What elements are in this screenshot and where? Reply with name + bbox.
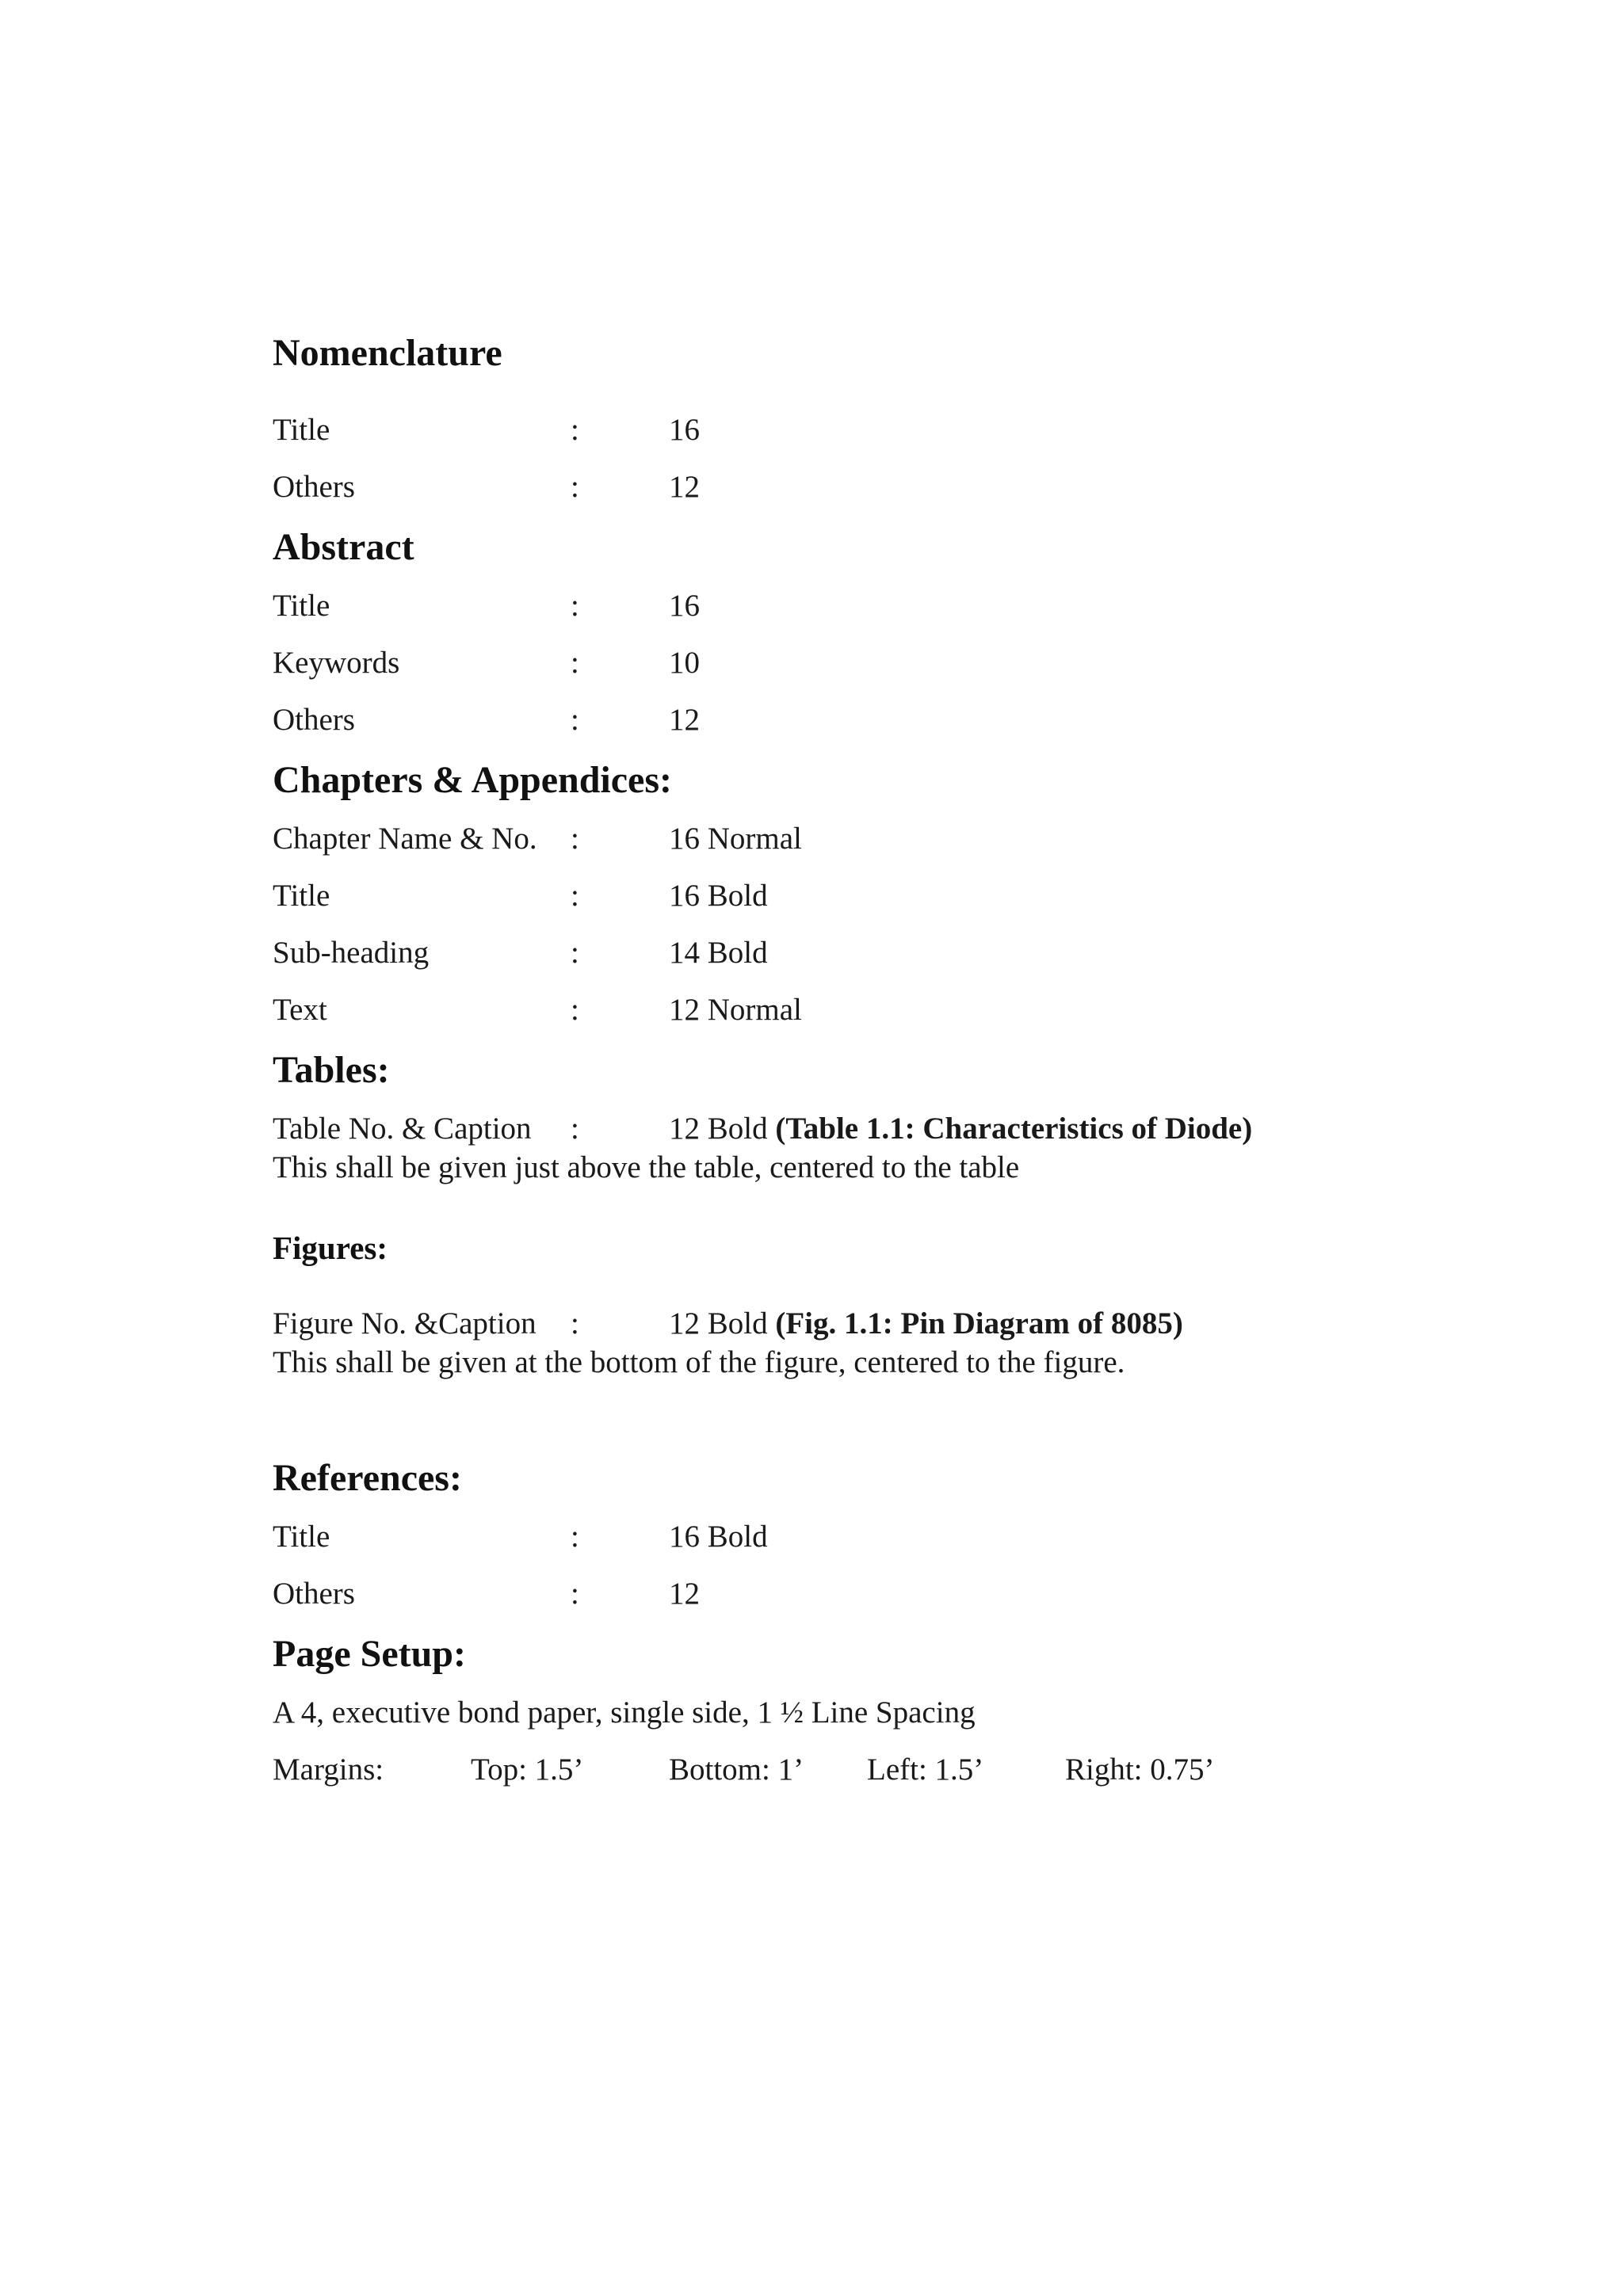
- row-colon: :: [571, 470, 579, 504]
- row-value: [669, 1113, 1252, 1144]
- row-label: Figure No. &Caption: [273, 1306, 537, 1341]
- chapters-row-title: [273, 880, 1461, 911]
- document-page: [273, 326, 1461, 1785]
- figures-heading: Figures:: [273, 1230, 388, 1266]
- abstract-heading: Abstract: [273, 526, 414, 568]
- page-setup-heading: Page Setup:: [273, 1633, 466, 1675]
- references-heading: References:: [273, 1457, 462, 1499]
- row-value-size: 12 Bold: [669, 1306, 768, 1341]
- chapters-row-chapter-name: [273, 823, 1461, 854]
- row-value: 16 Bold: [669, 1520, 768, 1554]
- nomenclature-row-others: [273, 471, 1461, 502]
- row-colon: :: [571, 936, 579, 970]
- row-label: Title: [273, 589, 330, 623]
- row-colon: :: [571, 1520, 579, 1554]
- page-setup-paper: A 4, executive bond paper, single side, 1 ½ Line Spacing: [273, 1695, 976, 1730]
- margin-left: Left: 1.5’: [867, 1753, 984, 1787]
- margin-bottom: Bottom: 1’: [669, 1753, 804, 1787]
- row-value-size: 12 Bold: [669, 1112, 768, 1146]
- row-label: Others: [273, 703, 355, 737]
- page-setup-margins: [273, 1754, 1461, 1785]
- margins-label: Margins:: [273, 1753, 384, 1787]
- row-label: Title: [273, 879, 330, 913]
- tables-row-caption: [273, 1113, 1461, 1144]
- row-value: 10: [669, 646, 700, 680]
- abstract-row-keywords: [273, 647, 1461, 678]
- row-label: Keywords: [273, 646, 400, 680]
- row-value: 12: [669, 470, 700, 504]
- row-colon: :: [571, 1112, 579, 1146]
- row-label: Text: [273, 993, 327, 1027]
- references-row-others: [273, 1578, 1461, 1609]
- row-value: 12: [669, 703, 700, 737]
- row-value: 12: [669, 1577, 700, 1611]
- row-label: Others: [273, 470, 355, 504]
- tables-heading: Tables:: [273, 1049, 390, 1091]
- row-colon: :: [571, 879, 579, 913]
- figures-row-caption: [273, 1308, 1461, 1339]
- row-value: 12 Normal: [669, 993, 802, 1027]
- row-label: Title: [273, 413, 330, 447]
- row-value: 16: [669, 589, 700, 623]
- abstract-row-title: [273, 590, 1461, 621]
- tables-note: This shall be given just above the table, centered to the table: [273, 1150, 1020, 1184]
- figures-note: This shall be given at the bottom of the figure, centered to the figure.: [273, 1345, 1125, 1379]
- row-colon: :: [571, 646, 579, 680]
- margin-top: Top: 1.5’: [471, 1753, 584, 1787]
- nomenclature-row-title: [273, 414, 1461, 445]
- row-colon: :: [571, 993, 579, 1027]
- row-value: 16 Bold: [669, 879, 768, 913]
- row-value: 14 Bold: [669, 936, 768, 970]
- chapters-row-text: [273, 994, 1461, 1025]
- figure-caption-example: (Fig. 1.1: Pin Diagram of 8085): [775, 1306, 1183, 1341]
- chapters-row-sub-heading: [273, 937, 1461, 968]
- row-colon: :: [571, 1306, 579, 1341]
- margin-right: Right: 0.75’: [1065, 1753, 1215, 1787]
- table-caption-example: (Table 1.1: Characteristics of Diode): [775, 1112, 1253, 1146]
- nomenclature-heading: Nomenclature: [273, 332, 502, 374]
- row-colon: :: [571, 413, 579, 447]
- row-label: Sub-heading: [273, 936, 430, 970]
- row-label: Table No. & Caption: [273, 1112, 532, 1146]
- row-value: [669, 1308, 1183, 1339]
- row-colon: :: [571, 1577, 579, 1611]
- row-colon: :: [571, 589, 579, 623]
- row-label: Title: [273, 1520, 330, 1554]
- row-value: 16 Normal: [669, 822, 802, 856]
- references-row-title: [273, 1521, 1461, 1552]
- row-colon: :: [571, 703, 579, 737]
- chapters-heading: Chapters & Appendices:: [273, 759, 673, 801]
- abstract-row-others: [273, 704, 1461, 735]
- row-label: Others: [273, 1577, 355, 1611]
- row-label: Chapter Name & No.: [273, 822, 537, 856]
- row-value: 16: [669, 413, 700, 447]
- row-colon: :: [571, 822, 579, 856]
